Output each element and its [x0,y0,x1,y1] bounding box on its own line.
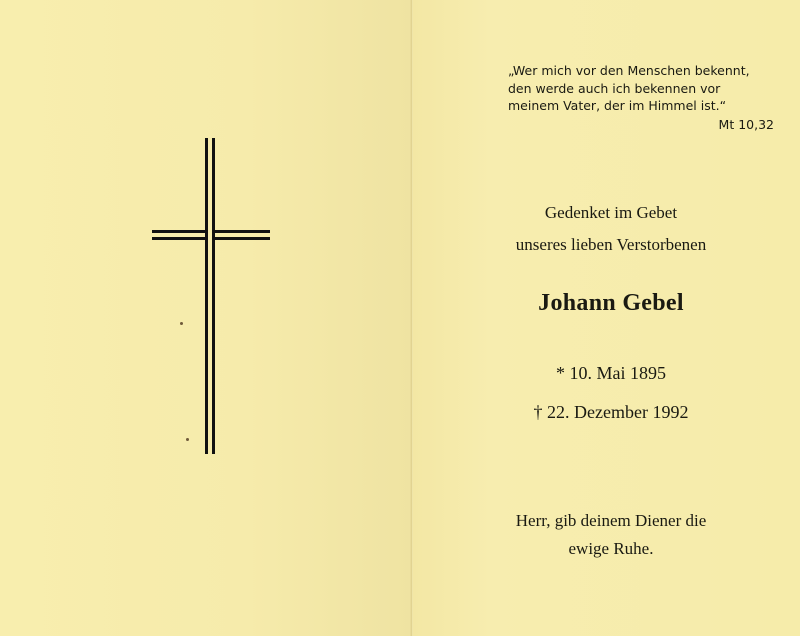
intro-line-1: Gedenket im Gebet [544,203,678,222]
death-date: † 22. Dezember 1992 [533,402,689,422]
deceased-name: Johann Gebel [538,290,684,316]
paper-speck [180,322,183,325]
quote-line: meinem Vater, der im Himmel ist.“ [508,98,727,113]
prayer-line-2: ewige Ruhe. [568,539,654,558]
quote-reference: Mt 10,32 [718,116,774,132]
quote-line: „Wer mich vor den Menschen bekennt, [508,63,750,78]
cross-icon [152,138,270,454]
birth-date: * 10. Mai 1895 [556,363,666,383]
bible-quote [508,62,774,133]
prayer-line-1: Herr, gib deinem Diener die [515,511,707,530]
intro-line-2: unseres lieben Verstorbenen [515,235,707,254]
paper-speck [186,438,189,441]
quote-line: den werde auch ich bekennen vor [508,80,721,96]
card-fold [410,0,413,636]
